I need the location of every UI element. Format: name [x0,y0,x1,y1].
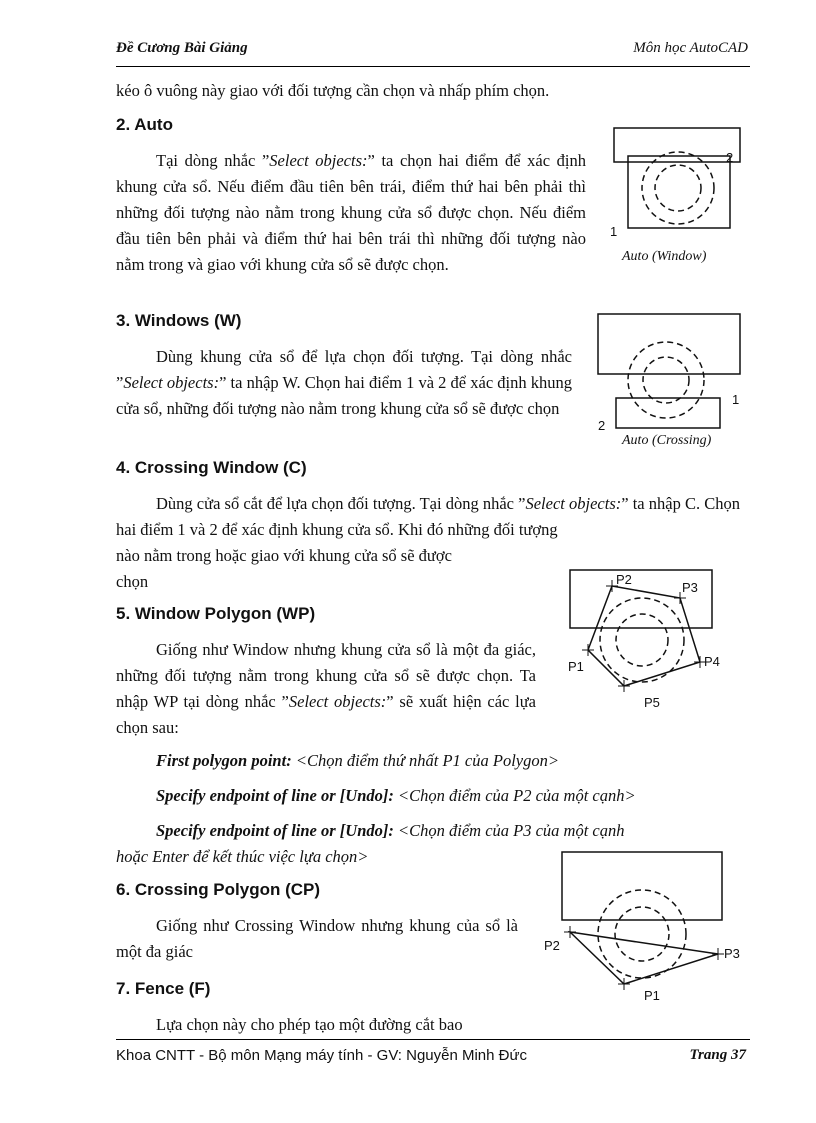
option-endpoint-p3-continued: hoặc Enter để kết thúc việc lựa chọn> [116,847,369,866]
heading-crossing-polygon: 6. Crossing Polygon (CP) [116,880,321,899]
caption-auto-crossing: Auto (Crossing) [622,433,712,448]
header-title: Đề Cương Bài Giảng [116,40,248,56]
fig2-point-2: 2 [598,418,606,433]
fig3-p1: P1 [568,659,584,674]
paragraph-auto: Tại dòng nhắc ”Select objects:” ta chọn hai điểm để xác định khung cửa sổ. Nếu điểm đầu tiên bên trái, điểm thứ hai bên phải thì những đối tượng nào nằm trong khung cửa sổ được chọn. Nếu điểm đầu tiên bên phải và điểm thứ hai bên trái thì những đối tượng nào nằm trong và giao với khung cửa sổ sẽ được chọn. [116,151,587,274]
option-first-polygon-point: First polygon point: <Chọn điểm thứ nhất P1 của Polygon> [156,751,559,770]
fig1-point-2: 2 [726,150,734,165]
paragraph-crossing: Dùng cửa sổ cắt để lựa chọn đối tượng. Tại dòng nhắc ”Select objects:” ta nhập C. Chọn hai điểm 1 và 2 để xác định khung cửa sổ. Khi đó những đối tượng [116,494,740,539]
figure-auto-crossing [594,314,744,434]
fig3-p4: P4 [704,654,720,669]
header-subject: Môn học AutoCAD [633,40,748,56]
heading-auto: 2. Auto [116,115,173,134]
fig3-p2: P2 [616,572,632,587]
footer-page-number: Trang 37 [689,1047,746,1063]
paragraph-fence: Lựa chọn này cho phép tạo một đường cắt bao [156,1015,463,1034]
heading-window-polygon: 5. Window Polygon (WP) [116,604,316,623]
caption-auto-window: Auto (Window) [622,249,707,264]
fig3-p3: P3 [682,580,698,595]
figure-crossing-polygon [540,852,740,1012]
figure-auto-window [600,128,750,248]
option-endpoint-p2: Specify endpoint of line or [Undo]: <Chọn điểm của P2 của một cạnh> [156,786,636,805]
heading-windows: 3. Windows (W) [116,311,242,330]
fig4-p1: P1 [644,988,660,1003]
intro-line: kéo ô vuông này giao với đối tượng cần chọn và nhấp phím chọn. [116,81,550,100]
figure-window-polygon [560,570,720,710]
paragraph-windows: Dùng khung cửa sổ để lựa chọn đối tượng. Tại dòng nhắc ”Select objects:” ta nhập W. Chọn hai điểm 1 và 2 để xác định khung cửa sổ, những đối tượng nào nằm trong khung cửa sổ sẽ được chọn [116,347,572,418]
fig4-p3: P3 [724,946,740,961]
option-endpoint-p3: Specify endpoint of line or [Undo]: <Chọn điểm của P3 của một cạnh [156,821,625,840]
fig1-point-1: 1 [610,224,618,239]
header-divider [116,66,750,67]
paragraph-crossing-line3: chọn [116,572,149,591]
fig3-p5: P5 [644,695,660,710]
heading-fence: 7. Fence (F) [116,979,211,998]
paragraph-crossing-polygon: Giống như Crossing Window nhưng khung của sổ là một đa giác [116,916,518,961]
paragraph-crossing-line2: nào nằm trong hoặc giao với khung cửa sổ sẽ được [116,546,452,565]
fig2-point-1: 1 [732,392,740,407]
footer-author: Khoa CNTT - Bộ môn Mạng máy tính - GV: Nguyễn Minh Đức [116,1047,528,1064]
heading-crossing-window: 4. Crossing Window (C) [116,458,307,477]
footer-divider [116,1039,750,1040]
paragraph-window-polygon: Giống như Window nhưng khung cửa sổ là một đa giác, những đối tượng nằm trong khung cửa sổ sẽ được chọn. Ta nhập WP tại dòng nhắc ”Select objects:” sẽ xuất hiện các lựa chọn sau: [116,640,536,737]
fig4-p2: P2 [544,938,560,953]
